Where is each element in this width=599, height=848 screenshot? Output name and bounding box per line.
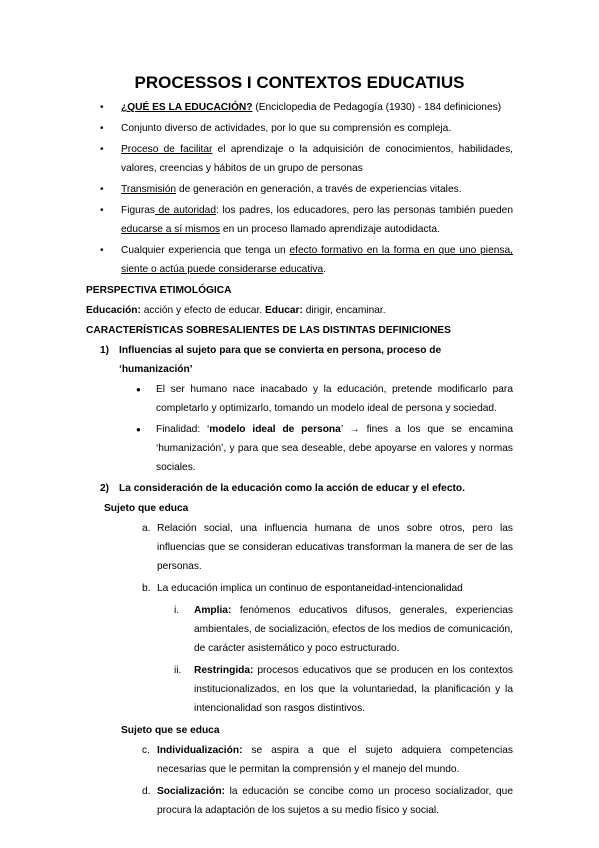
bold-term: modelo ideal de persona: [209, 424, 341, 435]
underlined-term: educarse a sí mismos: [121, 224, 221, 235]
list-item-text: Figuras: [121, 205, 155, 216]
item-marker: ii.: [174, 665, 182, 676]
numbered-item-1: [86, 341, 513, 379]
list-item-text: .: [323, 264, 327, 275]
definition-text: acción y efecto de educar.: [140, 305, 265, 316]
item-marker: c.: [142, 745, 150, 756]
lettered-item-a: [86, 519, 513, 576]
section-heading-caracteristicas: CARACTERÍSTICAS SOBRESALIENTES DE LAS DISTINTAS DEFINICIONES: [86, 325, 451, 336]
lettered-item-d: [86, 782, 513, 820]
roman-item-i: [86, 601, 513, 658]
subheading-sujeto-que-se-educa: Sujeto que se educa: [121, 725, 220, 736]
list-item-text: en un proceso llamado aprendizaje autodidacta.: [220, 224, 440, 235]
list-item: [86, 119, 513, 138]
item-text: La educación implica un continuo de espontaneidad-intencionalidad: [157, 583, 463, 594]
list-item: [86, 201, 513, 239]
intro-bullet-list: [86, 98, 513, 279]
lettered-item-b: [86, 579, 513, 598]
question-label: ¿QUÉ ES LA EDUCACIÓN?: [121, 102, 253, 113]
list-item-text: El ser humano nace inacabado y la educación, pretende modificarlo para completarlo y optimizarlo, tomando un modelo ideal de persona y sociedad.: [156, 384, 513, 414]
underlined-term: Proceso de facilitar: [121, 144, 213, 155]
etymology-paragraph: [86, 301, 513, 320]
section-heading-perspectiva: PERSPECTIVA ETIMOLÓGICA: [86, 285, 232, 296]
item-text: La consideración de la educación como la acción de educar y el efecto.: [119, 483, 465, 494]
term-label: Educación:: [86, 305, 141, 316]
item-marker: d.: [142, 786, 151, 797]
item-number: 2): [100, 483, 110, 494]
term-label: Socialización:: [157, 786, 225, 797]
item-text: la educación se concibe como un proceso socializador, que procura la adaptación de los sujetos a su medio físico y social.: [157, 786, 513, 816]
numbered-item-2: [86, 479, 513, 498]
term-label: Amplia:: [194, 605, 232, 616]
item-text: se aspira a que el sujeto adquiera competencias necesarias que le permitan la comprensión y el manejo del mundo.: [157, 745, 513, 775]
list-item-text: Finalidad: ‘: [156, 424, 210, 435]
item-marker: a.: [142, 523, 151, 534]
item-text: procesos educativos que se producen en los contextos institucionalizados, en los que la voluntariedad, la planificación y la intencionalidad son rasgos distintivos.: [194, 665, 513, 714]
list-item-text: de generación en generación, a través de experiencias vitales.: [176, 184, 462, 195]
humanization-bullet-list: [86, 380, 513, 477]
term-label: Educar:: [264, 305, 303, 316]
list-item: [86, 180, 513, 199]
list-item: [86, 98, 513, 117]
roman-item-ii: [86, 661, 513, 718]
lettered-item-c: [86, 741, 513, 779]
list-item: [86, 380, 513, 418]
list-item-text: (Enciclopedia de Pedagogía (1930) - 184 definiciones): [252, 102, 502, 113]
item-text: fenómenos educativos difusos, generales, experiencias ambientales, de socialización, efectos de los medios de comunicación, de carácter asistemático y poco estructurado.: [194, 605, 513, 654]
list-item-text: el aprendizaje o la adquisición de conocimientos, habilidades, valores, creencias y hábitos de un grupo de personas: [121, 144, 513, 174]
list-item: [86, 140, 513, 178]
item-text: Relación social, una influencia humana de unos sobre otros, pero las influencias que se consideran educativas transforman la manera de ser de las personas.: [157, 523, 513, 572]
underlined-term: de autoridad: [154, 205, 217, 216]
page-title: PROCESSOS I CONTEXTOS EDUCATIUS: [134, 73, 465, 92]
list-item-text: Cualquier experiencia que tenga un: [121, 245, 290, 256]
term-label: Individualización:: [157, 745, 243, 756]
item-marker: b.: [142, 583, 151, 594]
item-text: Influencias al sujeto para que se convierta en persona, proceso de ‘humanización’: [119, 345, 442, 375]
item-number: 1): [100, 345, 110, 356]
underlined-term: efecto formativo en la forma en que uno piensa, siente o actúa puede considerarse educativa: [121, 245, 513, 275]
list-item-text: Conjunto diverso de actividades, por lo que su comprensión es compleja.: [121, 123, 452, 134]
item-marker: i.: [174, 605, 180, 616]
list-item: [86, 241, 513, 279]
list-item-text: ’ → fines a los que se encamina ‘humanización’, y para que sea deseable, debe apoyarse en valores y normas sociales.: [156, 424, 513, 473]
term-label: Restringida:: [194, 665, 254, 676]
list-item-text: : los padres, los educadores, pero las personas también pueden: [216, 205, 513, 216]
underlined-term: Transmisión: [121, 184, 177, 195]
subheading-sujeto-que-educa: Sujeto que educa: [104, 503, 189, 514]
definition-text: dirigir, encaminar.: [302, 305, 386, 316]
list-item: [86, 420, 513, 477]
